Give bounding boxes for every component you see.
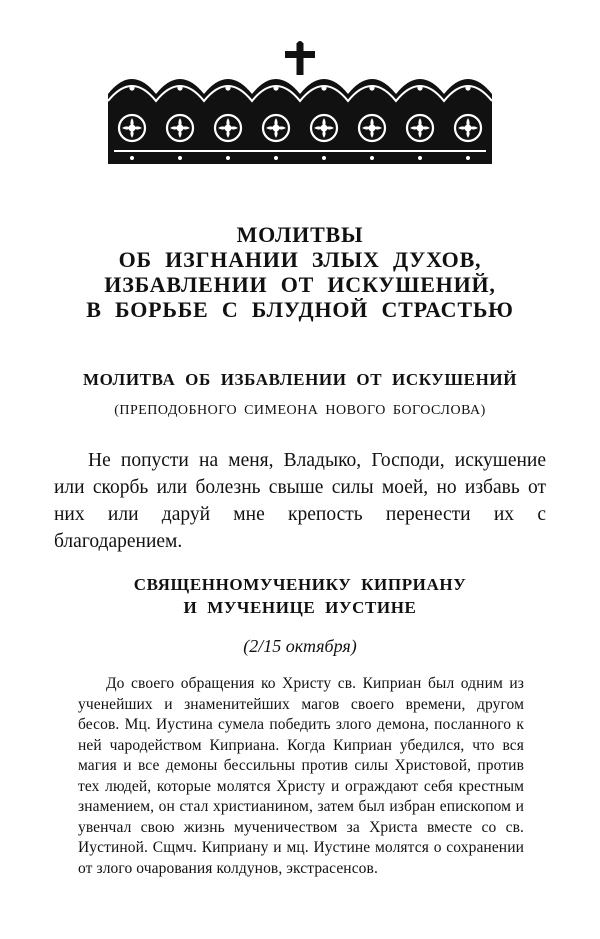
orthodox-cross-ornament-icon xyxy=(104,40,496,164)
page-title-line-1: МОЛИТВЫ xyxy=(236,222,364,247)
temptations-section-attribution: (ПРЕПОДОБНОГО СИМЕОНА НОВОГО БОГОСЛОВА) xyxy=(114,403,486,418)
section-deliverance-from-temptations xyxy=(0,368,600,555)
cyprian-section-heading xyxy=(0,573,600,619)
cyprian-heading-line-1: СВЯЩЕННОМУЧЕНИКУ КИПРИАНУ xyxy=(133,575,467,594)
section-cyprian-and-justina xyxy=(0,573,600,879)
temptations-section-heading: МОЛИТВА ОБ ИЗБАВЛЕНИИ ОТ ИСКУШЕНИЙ xyxy=(82,370,518,389)
page-title xyxy=(0,222,600,322)
cyprian-life-text: До своего обращения ко Христу св. Киприан был одним из ученейших и знаменитейших магов своего времени, другом бесов. Мц. Иустина сумела победить злого демона, посланного к ней чародейством Киприана. Когда Киприан убедился, что вся магия и все демоны бессильны против силы Христовой, против тех людей, которые молятся Христу и ограждают себя крестным знамением, он стал христианином, затем был избран епископом и увенчал свою жизнь мученичеством за Христа вместе со св. Иустиной. Сщмч. Киприану и мц. Иустине молятся о сохранении от злого очарования колдунов, экстрасенсов. xyxy=(78,675,524,877)
page-title-line-3: ИЗБАВЛЕНИИ ОТ ИСКУШЕНИЙ, xyxy=(104,272,496,297)
header-ornament xyxy=(0,0,600,164)
temptations-prayer-text: Не попусти на меня, Владыко, Господи, искушение или скорбь или болезнь свыше силы моей, но избавь от них или даруй мне крепость перенести их с благодарением. xyxy=(54,450,546,552)
cyprian-feast-date: (2/15 октября) xyxy=(243,636,357,656)
page-title-line-2: ОБ ИЗГНАНИИ ЗЛЫХ ДУХОВ, xyxy=(118,247,482,272)
page-title-line-4: В БОРЬБЕ С БЛУДНОЙ СТРАСТЬЮ xyxy=(86,297,514,322)
cyprian-heading-line-2: И МУЧЕНИЦЕ ИУСТИНЕ xyxy=(183,598,417,617)
